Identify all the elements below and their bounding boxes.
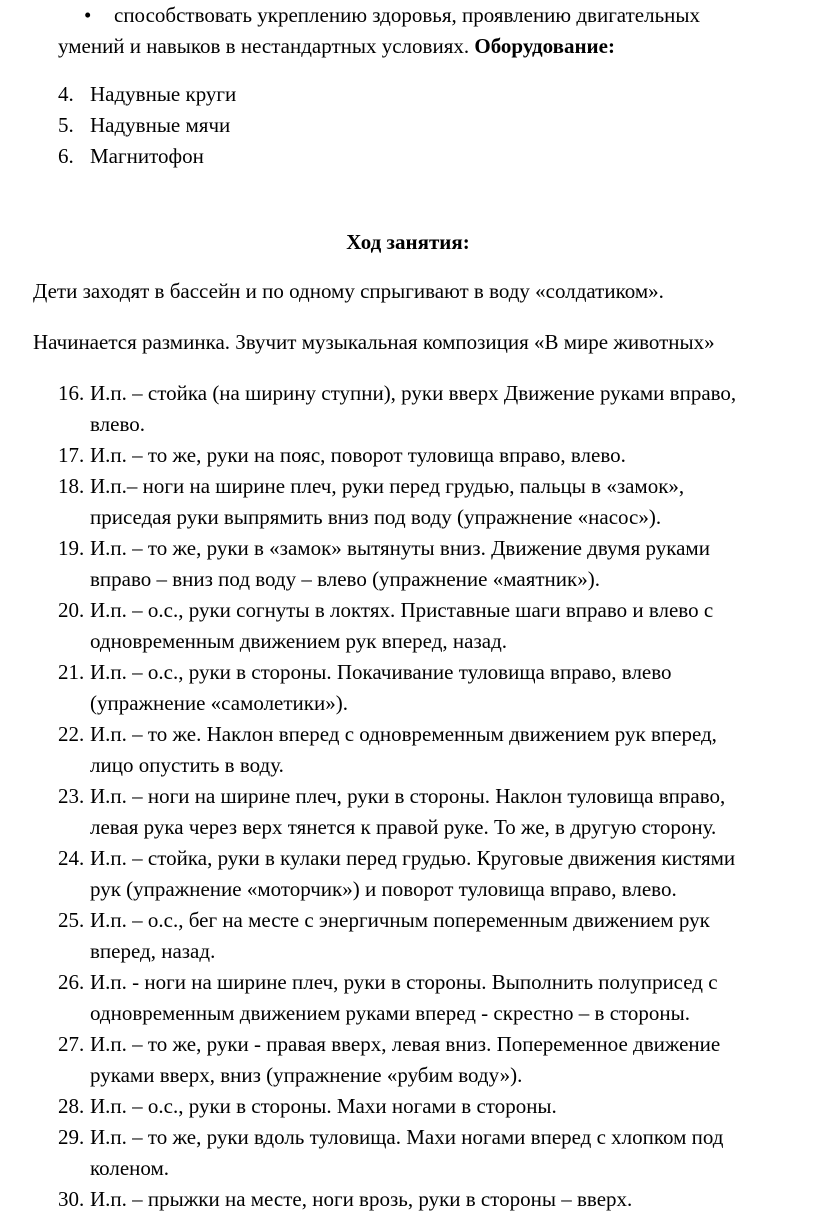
exercise-number: 30. [58,1187,85,1211]
exercise-line: рук (упражнение «моторчик») и поворот туловища вправо, влево. [90,877,677,901]
exercise-line: влево. [90,412,145,436]
item-text: Надувные мячи [90,113,231,137]
exercise-item [58,719,808,781]
exercise-item [58,471,808,533]
exercise-line: вперед, назад. [90,939,216,963]
list-item [58,79,236,110]
exercise-line: приседая руки выпрямить вниз под воду (упражнение «насос»). [90,505,662,529]
goal-line-2 [58,31,615,62]
item-number: 5. [58,113,74,137]
exercise-line: (упражнение «самолетики»). [90,691,348,715]
exercise-line: И.п. – стойка, руки в кулаки перед грудью. Круговые движения кистями [90,846,736,870]
paragraph: Начинается разминка. Звучит музыкальная композиция «В мире животных» [33,330,715,354]
exercise-list [58,378,808,1215]
exercise-number: 20. [58,598,85,622]
exercise-number: 26. [58,970,85,994]
exercise-item [58,1122,808,1184]
exercise-number: 23. [58,784,85,808]
exercise-item [58,843,808,905]
exercise-item [58,1184,808,1215]
exercise-item [58,781,808,843]
exercise-number: 19. [58,536,85,560]
exercise-line: И.п. - ноги на ширине плеч, руки в стороны. Выполнить полуприсед с [90,970,718,994]
exercise-item [58,595,808,657]
exercise-line: И.п. – о.с., руки в стороны. Махи ногами в стороны. [90,1094,557,1118]
exercise-item [58,657,808,719]
exercise-item [58,905,808,967]
exercise-number: 16. [58,381,85,405]
bullet-icon: • [84,3,92,27]
equipment-list [58,79,236,172]
exercise-number: 28. [58,1094,85,1118]
exercise-line: И.п. – то же, руки в «замок» вытянуты вниз. Движение двумя руками [90,536,710,560]
exercise-line: И.п.– ноги на ширине плеч, руки перед грудью, пальцы в «замок», [90,474,685,498]
equipment-label: Оборудование: [474,34,615,58]
goal-line-1: способствовать укреплению здоровья, проявлению двигательных [114,3,700,27]
exercise-line: И.п. – то же, руки вдоль туловища. Махи ногами вперед с хлопком под [90,1125,724,1149]
exercise-number: 29. [58,1125,85,1149]
exercise-item [58,1029,808,1091]
exercise-number: 21. [58,660,85,684]
exercise-line: И.п. – то же, руки на пояс, поворот туловища вправо, влево. [90,443,626,467]
item-text: Надувные круги [90,82,237,106]
goal-line-2-text: умений и навыков в нестандартных условиях. [58,34,470,58]
item-number: 6. [58,144,74,168]
exercise-number: 17. [58,443,85,467]
exercise-line: левая рука через верх тянется к правой руке. То же, в другую сторону. [90,815,717,839]
exercise-item [58,378,808,440]
exercise-line: руками вверх, вниз (упражнение «рубим воду»). [90,1063,523,1087]
exercise-number: 25. [58,908,85,932]
exercise-line: И.п. – о.с., руки в стороны. Покачивание туловища вправо, влево [90,660,672,684]
exercise-item [58,1091,808,1122]
exercise-number: 27. [58,1032,85,1056]
item-text: Магнитофон [90,144,204,168]
list-item [58,141,236,172]
exercise-line: И.п. – стойка (на ширину ступни), руки вверх Движение руками вправо, [90,381,737,405]
exercise-line: И.п. – о.с., бег на месте с энергичным попеременным движением рук [90,908,710,932]
exercise-line: И.п. – ноги на ширине плеч, руки в стороны. Наклон туловища вправо, [90,784,726,808]
exercise-line: И.п. – то же, руки - правая вверх, левая вниз. Попеременное движение [90,1032,721,1056]
item-number: 4. [58,82,74,106]
exercise-item [58,440,808,471]
exercise-item [58,967,808,1029]
exercise-line: лицо опустить в воду. [90,753,284,777]
exercise-line: И.п. – то же. Наклон вперед с одновременным движением рук вперед, [90,722,717,746]
exercise-line: одновременным движением руками вперед - скрестно – в стороны. [90,1001,691,1025]
exercise-number: 22. [58,722,85,746]
exercise-line: вправо – вниз под воду – влево (упражнение «маятник»). [90,567,600,591]
exercise-line: одновременным движением рук вперед, назад. [90,629,508,653]
exercise-line: И.п. – о.с., руки согнуты в локтях. Приставные шаги вправо и влево с [90,598,714,622]
section-heading: Ход занятия: [346,230,470,254]
list-item [58,110,236,141]
exercise-item [58,533,808,595]
exercise-line: коленом. [90,1156,170,1180]
exercise-number: 24. [58,846,85,870]
exercise-line: И.п. – прыжки на месте, ноги врозь, руки в стороны – вверх. [90,1187,633,1211]
paragraph: Дети заходят в бассейн и по одному спрыгивают в воду «солдатиком». [33,279,664,303]
exercise-number: 18. [58,474,85,498]
